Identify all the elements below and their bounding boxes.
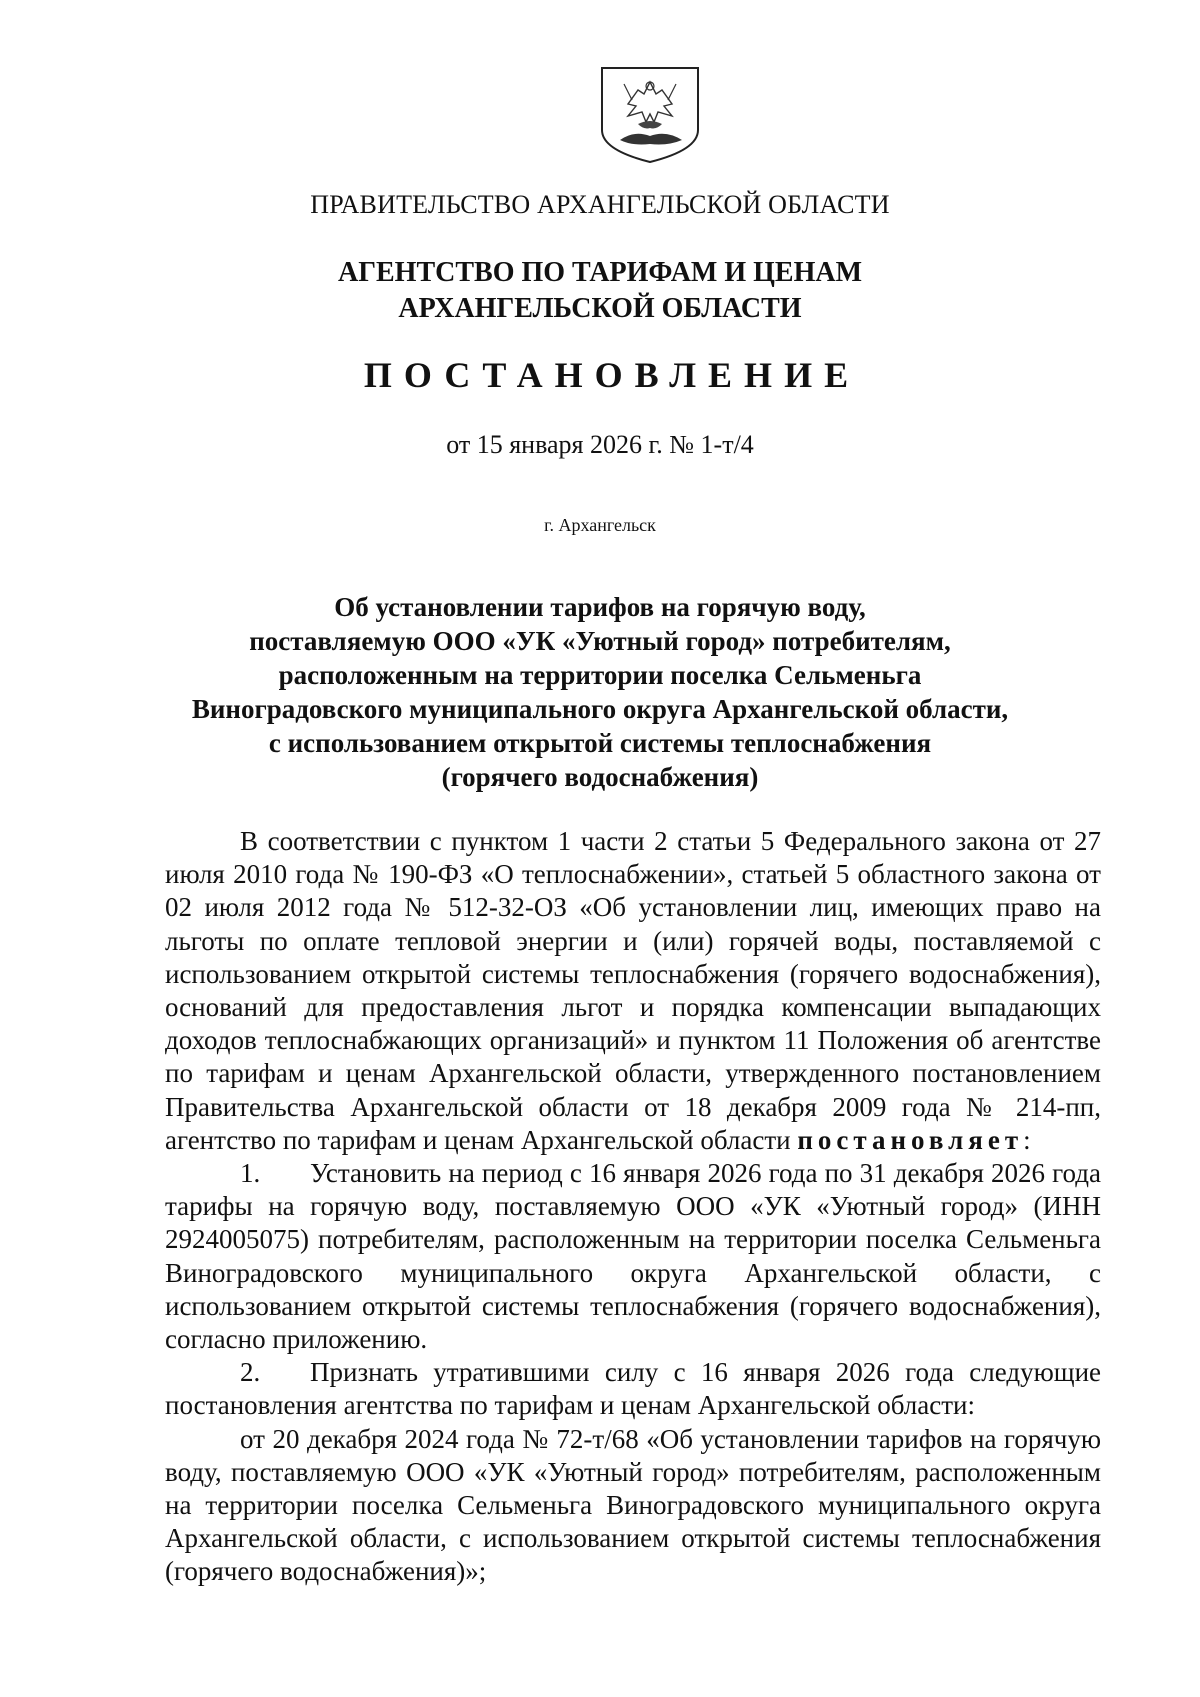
intro-paragraph [165,825,1101,1157]
item-2 [165,1356,1101,1422]
document-type: ПОСТАНОВЛЕНИЕ [363,355,861,395]
government-name: ПРАВИТЕЛЬСТВО АРХАНГЕЛЬСКОЙ ОБЛАСТИ [310,190,890,219]
title-line: поставляемую ООО «УК «Уютный город» потребителям, [249,626,951,656]
item-1-number: 1. [240,1158,261,1189]
item-1 [165,1157,1101,1356]
item-2-subitem: от 20 декабря 2024 года № 72-т/68 «Об установлении тарифов на горячую воду, поставляемую ООО «УК «Уютный город» потребителям, расположенным на территории поселка Сельменьга Виноградовского муниципального округа Архангельской области, с использованием открытой системы теплоснабжения (горячего водоснабжения)»; [165,1423,1101,1587]
resolves-colon: : [1023,1124,1031,1155]
item-1-text: Установить на период с 16 января 2026 года по 31 декабря 2026 года тарифы на горячую воду, поставляемую ООО «УК «Уютный город» (ИНН 2924005075) потребителям, расположенным на территории поселка Сельменьга Виноградовского муниципального округа Архангельской области, с использованием открытой системы теплоснабжения (горячего водоснабжения), согласно приложению. [165,1158,1101,1355]
agency-name-line1: АГЕНТСТВО ПО ТАРИФАМ И ЦЕНАМ [337,257,863,288]
intro-text: В соответствии с пунктом 1 части 2 статьи 5 Федерального закона от 27 июля 2010 года № 190-ФЗ «О теплоснабжении», статьей 5 областного закона от 02 июля 2012 года № 512-32-ОЗ «Об установлении лиц, имеющих право на льготы по оплате тепловой энергии и (или) горячей воды, поставляемой с использованием открытой системы теплоснабжения (горячего водоснабжения), оснований для предоставления льгот и порядка компенсации выпадающих доходов теплоснабжающих организаций» и пунктом 11 Положения об агентстве по тарифам и ценам Архангельской области, утвержденного постановлением Правительства Архангельской области от 18 декабря 2009 года № 214-пп, агентство по тарифам и ценам Архангельской области [165,826,1101,1155]
document-title [0,590,1200,794]
date-and-number: от 15 января 2026 г. № 1-т/4 [446,430,754,459]
agency-name [0,255,1200,327]
coat-of-arms-icon [598,64,702,166]
agency-name-line2: АРХАНГЕЛЬСКОЙ ОБЛАСТИ [398,293,802,324]
title-line: расположенным на территории поселка Сельменьга [278,660,922,690]
title-line: (горячего водоснабжения) [441,762,759,792]
city: г. Архангельск [544,515,656,535]
item-2-number: 2. [240,1357,261,1388]
title-line: Об установлении тарифов на горячую воду, [334,592,866,622]
title-line: с использованием открытой системы теплоснабжения [268,728,932,758]
document-body [165,825,1101,1589]
item-2-text: Признать утратившими силу с 16 января 2026 года следующие постановления агентства по тарифам и ценам Архангельской области: [165,1357,1101,1421]
resolves-word: постановляет [797,1124,1024,1155]
title-line: Виноградовского муниципального округа Архангельской области, [191,694,1009,724]
